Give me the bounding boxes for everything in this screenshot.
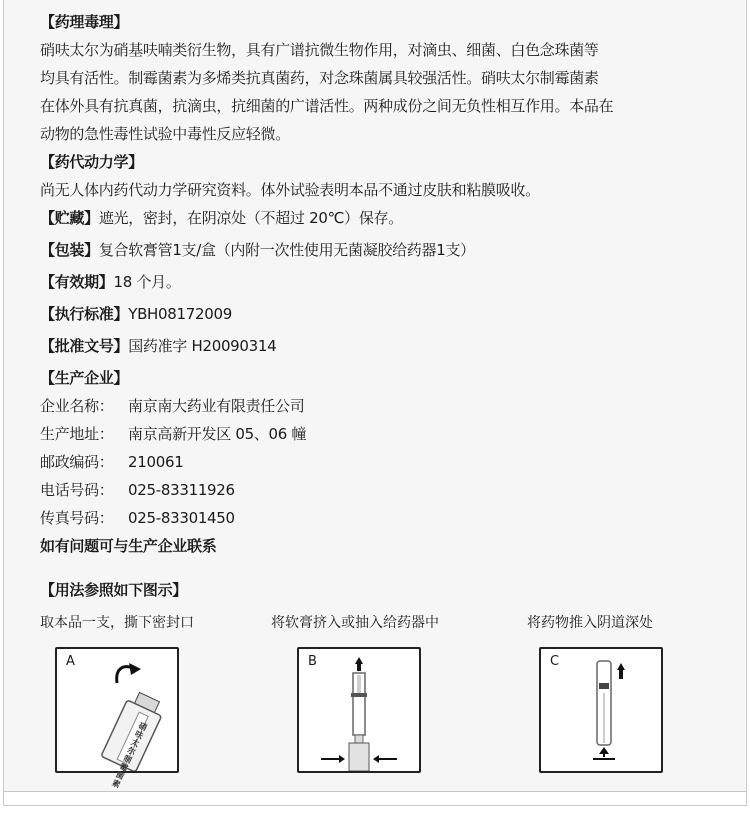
storage-text: 遮光，密封，在阴凉处（不超过 20℃）保存。 xyxy=(98,209,403,227)
pharmacology-heading: 【药理毒理】 xyxy=(40,13,129,31)
package-row xyxy=(40,236,700,264)
manufacturer-row xyxy=(40,448,700,476)
manufacturer-heading: 【生产企业】 xyxy=(40,369,129,387)
usage-captions xyxy=(40,612,720,636)
step-b-caption: 将软膏挤入或抽入给药器中 xyxy=(271,615,439,631)
approval-text: 国药准字 H20090314 xyxy=(128,337,277,355)
manufacturer-label: 生产地址： xyxy=(40,425,114,443)
leaflet-content xyxy=(40,8,700,604)
standard-heading: 【执行标准】 xyxy=(40,305,129,323)
manufacturer-label: 企业名称： xyxy=(40,397,114,415)
step-a-caption: 取本品一支，撕下密封口 xyxy=(40,615,194,631)
tube-label-text: 硝呋太尔制霉菌素 xyxy=(110,721,149,790)
validity-row xyxy=(40,268,700,296)
standard-text: YBH08172009 xyxy=(128,305,232,323)
contact-note: 如有问题可与生产企业联系 xyxy=(40,537,217,555)
step-c-illustration xyxy=(539,647,663,773)
package-text: 复合软膏管1支/盒（内附一次性使用无菌凝胶给药器1支） xyxy=(98,241,475,259)
manufacturer-row xyxy=(40,476,700,504)
step-b-letter: B xyxy=(308,654,317,669)
pharmacology-line: 硝呋太尔为硝基呋喃类衍生物，具有广谱抗微生物作用，对滴虫、细菌、白色念珠菌等 xyxy=(40,41,599,59)
approval-row xyxy=(40,332,700,360)
manufacturer-row xyxy=(40,392,700,420)
manufacturer-value: 210061 xyxy=(128,453,184,471)
manufacturer-value: 南京高新开发区 05、06 幢 xyxy=(128,425,307,443)
manufacturer-value: 025-83311926 xyxy=(128,481,235,499)
package-heading: 【包装】 xyxy=(40,241,99,259)
standard-row xyxy=(40,300,700,328)
step-c-caption: 将药物推入阴道深处 xyxy=(527,615,653,631)
step-c-letter: C xyxy=(550,654,560,669)
validity-text: 18 个月。 xyxy=(113,273,181,291)
applicator-fill-icon xyxy=(299,649,419,771)
tube-open-icon xyxy=(57,649,177,771)
manufacturer-label: 传真号码： xyxy=(40,509,114,527)
bottom-edge xyxy=(4,791,746,805)
pharmacokinetics-heading: 【药代动力学】 xyxy=(40,153,143,171)
pharmacology-line: 在体外具有抗真菌，抗滴虫，抗细菌的广谱活性。两种成份之间无负性相互作用。本品在 xyxy=(40,97,614,115)
manufacturer-label: 电话号码： xyxy=(40,481,114,499)
storage-heading: 【贮藏】 xyxy=(40,209,99,227)
applicator-insert-icon xyxy=(541,649,661,771)
manufacturer-value: 南京南大药业有限责任公司 xyxy=(128,397,305,415)
validity-heading: 【有效期】 xyxy=(40,273,114,291)
pharmacokinetics-line: 尚无人体内药代动力学研究资料。体外试验表明本品不通过皮肤和粘膜吸收。 xyxy=(40,181,540,199)
step-a-letter: A xyxy=(66,654,75,669)
usage-heading: 【用法参照如下图示】 xyxy=(40,581,188,599)
step-b-illustration xyxy=(297,647,421,773)
manufacturer-row xyxy=(40,420,700,448)
manufacturer-label: 邮政编码： xyxy=(40,453,114,471)
manufacturer-row xyxy=(40,504,700,532)
storage-row xyxy=(40,204,700,232)
manufacturer-value: 025-83301450 xyxy=(128,509,235,527)
pharmacology-line: 均具有活性。制霉菌素为多烯类抗真菌药，对念珠菌属具较强活性。硝呋太尔制霉菌素 xyxy=(40,69,599,87)
step-a-illustration xyxy=(55,647,179,790)
pharmacology-line: 动物的急性毒性试验中毒性反应轻微。 xyxy=(40,125,290,143)
approval-heading: 【批准文号】 xyxy=(40,337,129,355)
